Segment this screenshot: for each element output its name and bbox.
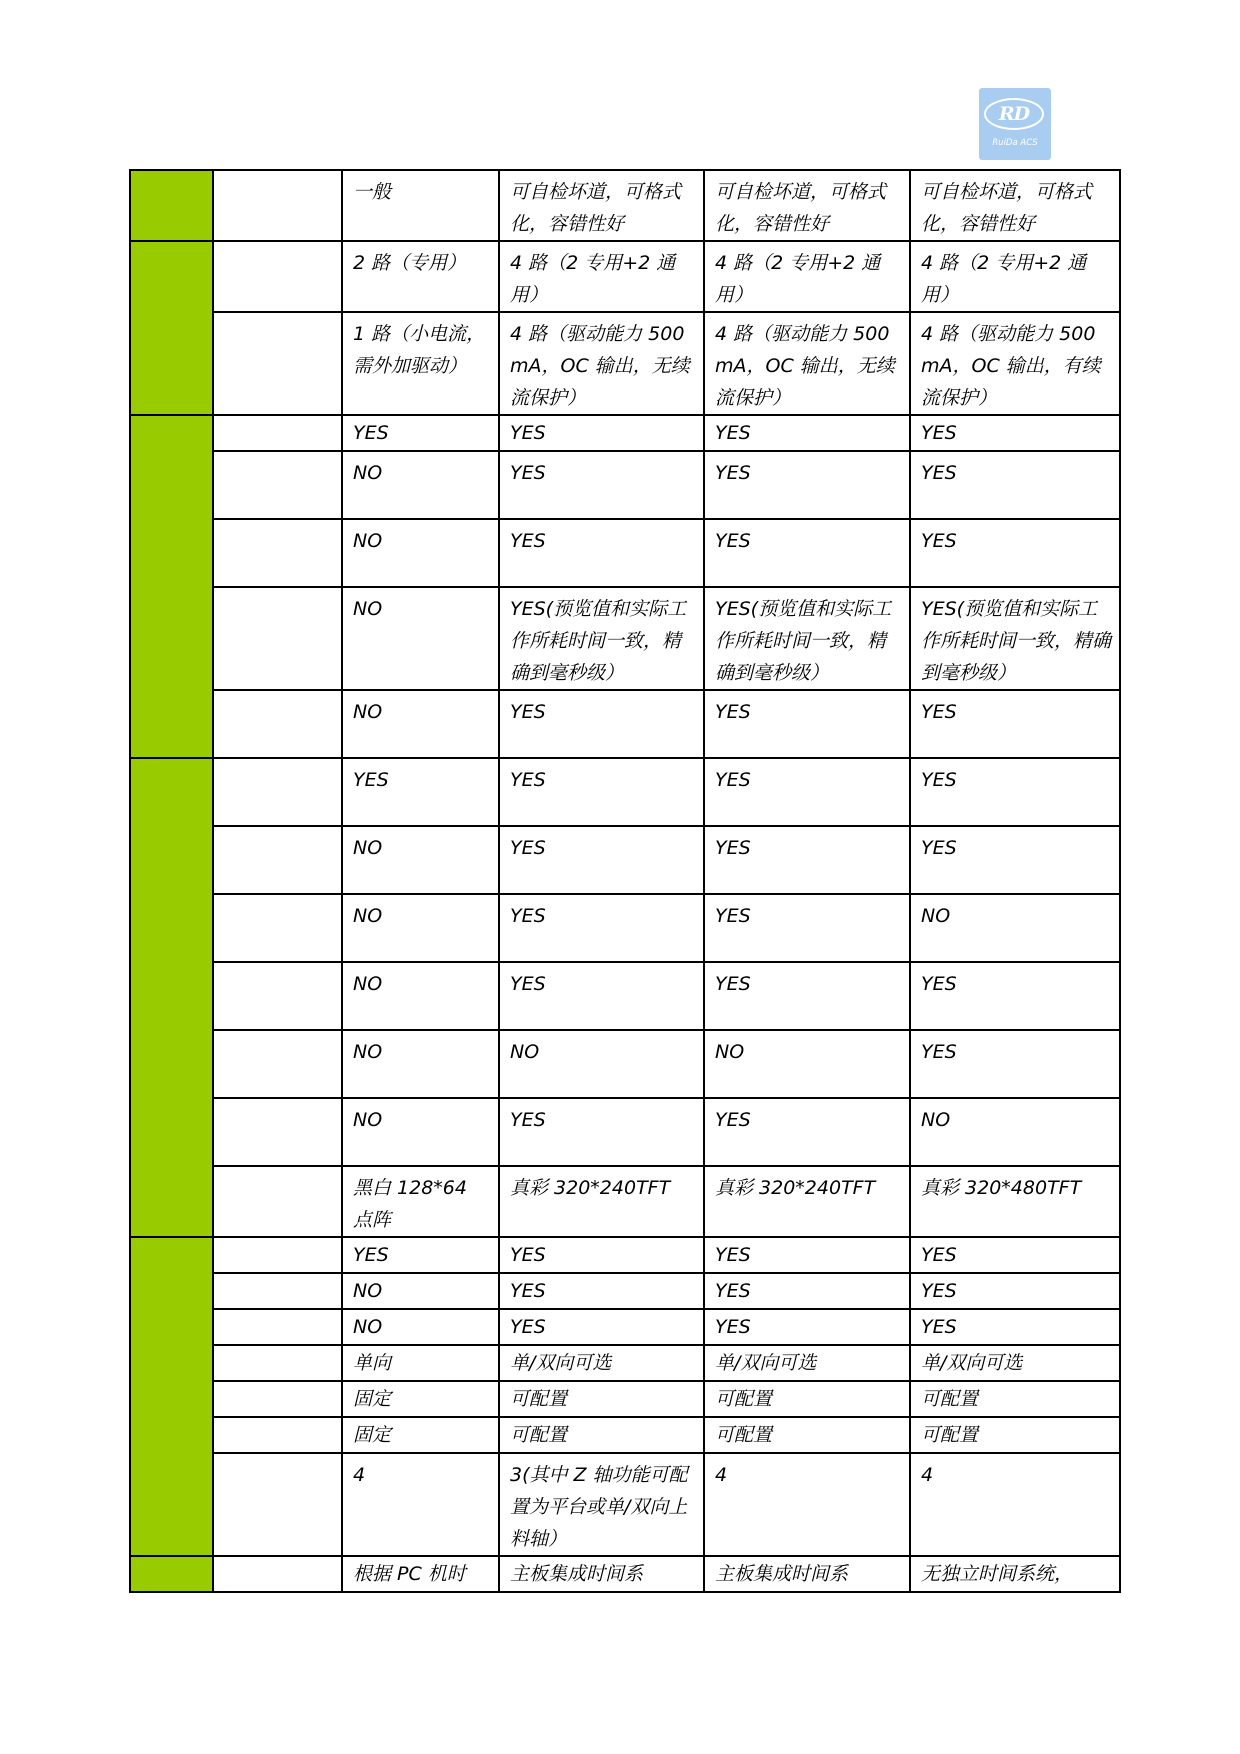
value-cell: 主板集成时间系 [704, 1556, 910, 1592]
feature-name-cell [213, 1030, 342, 1098]
value-cell: YES [704, 519, 910, 587]
value-cell: NO [342, 1030, 499, 1098]
category-cell [130, 415, 213, 758]
value-cell: YES [704, 451, 910, 519]
value-cell: 可自检坏道，可格式化，容错性好 [910, 170, 1120, 241]
feature-name-cell [213, 1453, 342, 1556]
value-cell: NO [342, 1098, 499, 1166]
feature-name-cell [213, 962, 342, 1030]
value-cell: YES [499, 1273, 704, 1309]
value-cell: 4 路（2 专用+2 通用） [499, 241, 704, 312]
value-cell: NO [342, 690, 499, 758]
logo-text: RuiDa ACS [992, 138, 1038, 148]
logo-mark: RD [998, 102, 1030, 125]
category-cell [130, 241, 213, 415]
value-cell: NO [342, 587, 499, 690]
value-cell: 可配置 [910, 1417, 1120, 1453]
value-cell: NO [342, 826, 499, 894]
value-cell: 真彩 320*480TFT [910, 1166, 1120, 1237]
value-cell: 可配置 [499, 1417, 704, 1453]
feature-name-cell [213, 690, 342, 758]
value-cell: 4 路（驱动能力 500mA，OC 输出，无续流保护） [704, 312, 910, 415]
feature-name-cell [213, 170, 342, 241]
feature-name-cell [213, 1309, 342, 1345]
value-cell: NO [342, 962, 499, 1030]
value-cell: NO [910, 894, 1120, 962]
feature-name-cell [213, 1237, 342, 1273]
value-cell: 无独立时间系统， [910, 1556, 1120, 1592]
category-cell [130, 170, 213, 241]
table-row [130, 1453, 1120, 1556]
feature-name-cell [213, 826, 342, 894]
value-cell: YES [499, 1098, 704, 1166]
category-cell [130, 1556, 213, 1592]
value-cell: 一般 [342, 170, 499, 241]
value-cell: YES [910, 415, 1120, 451]
value-cell: YES [704, 758, 910, 826]
value-cell: YES(预览值和实际工作所耗时间一致，精确到毫秒级） [910, 587, 1120, 690]
feature-name-cell [213, 241, 342, 312]
feature-name-cell [213, 1273, 342, 1309]
value-cell: YES [910, 690, 1120, 758]
feature-name-cell [213, 415, 342, 451]
value-cell: NO [342, 519, 499, 587]
value-cell: 1 路（小电流，需外加驱动） [342, 312, 499, 415]
feature-name-cell [213, 519, 342, 587]
table-row [130, 415, 1120, 451]
table-row [130, 690, 1120, 758]
table-row [130, 1381, 1120, 1417]
value-cell: 4 路（2 专用+2 通用） [910, 241, 1120, 312]
value-cell: YES [910, 1273, 1120, 1309]
table-row [130, 1309, 1120, 1345]
table-row [130, 519, 1120, 587]
value-cell: 可配置 [910, 1381, 1120, 1417]
value-cell: YES [910, 451, 1120, 519]
value-cell: 可自检坏道，可格式化，容错性好 [704, 170, 910, 241]
value-cell: 可配置 [499, 1381, 704, 1417]
feature-name-cell [213, 758, 342, 826]
value-cell: NO [342, 894, 499, 962]
value-cell: YES [704, 690, 910, 758]
value-cell: YES [704, 962, 910, 1030]
value-cell: YES [499, 1237, 704, 1273]
value-cell: YES [704, 1273, 910, 1309]
value-cell: 单/双向可选 [910, 1345, 1120, 1381]
table-row [130, 1556, 1120, 1592]
feature-name-cell [213, 587, 342, 690]
value-cell: YES [704, 894, 910, 962]
value-cell: 固定 [342, 1381, 499, 1417]
value-cell: YES [342, 1237, 499, 1273]
table-row [130, 1030, 1120, 1098]
value-cell: 真彩 320*240TFT [499, 1166, 704, 1237]
value-cell: NO [342, 451, 499, 519]
table-row [130, 894, 1120, 962]
value-cell: YES(预览值和实际工作所耗时间一致，精确到毫秒级） [499, 587, 704, 690]
feature-name-cell [213, 1098, 342, 1166]
value-cell: YES [704, 1237, 910, 1273]
value-cell: YES [910, 826, 1120, 894]
value-cell: 4 [704, 1453, 910, 1556]
value-cell: YES [499, 690, 704, 758]
table-row [130, 962, 1120, 1030]
value-cell: 单向 [342, 1345, 499, 1381]
feature-name-cell [213, 894, 342, 962]
value-cell: YES [910, 962, 1120, 1030]
value-cell: YES [499, 415, 704, 451]
value-cell: YES [704, 826, 910, 894]
value-cell: YES [499, 758, 704, 826]
value-cell: 单/双向可选 [704, 1345, 910, 1381]
value-cell: 根据 PC 机时 [342, 1556, 499, 1592]
feature-name-cell [213, 312, 342, 415]
value-cell: 3(其中 Z 轴功能可配置为平台或单/双向上料轴） [499, 1453, 704, 1556]
value-cell: 可配置 [704, 1417, 910, 1453]
category-cell [130, 1237, 213, 1556]
value-cell: YES [499, 826, 704, 894]
feature-name-cell [213, 1166, 342, 1237]
table-row [130, 587, 1120, 690]
feature-name-cell [213, 1381, 342, 1417]
feature-name-cell [213, 1345, 342, 1381]
value-cell: YES [499, 894, 704, 962]
table-row [130, 451, 1120, 519]
value-cell: NO [704, 1030, 910, 1098]
value-cell: 真彩 320*240TFT [704, 1166, 910, 1237]
table-row [130, 1166, 1120, 1237]
value-cell: YES [910, 519, 1120, 587]
category-cell [130, 758, 213, 1237]
value-cell: 2 路（专用） [342, 241, 499, 312]
value-cell: 可自检坏道，可格式化，容错性好 [499, 170, 704, 241]
value-cell: 黑白 128*64 点阵 [342, 1166, 499, 1237]
feature-name-cell [213, 1556, 342, 1592]
value-cell: 主板集成时间系 [499, 1556, 704, 1592]
table-row [130, 170, 1120, 241]
value-cell: YES(预览值和实际工作所耗时间一致，精确到毫秒级） [704, 587, 910, 690]
table-row [130, 1273, 1120, 1309]
value-cell: NO [910, 1098, 1120, 1166]
value-cell: YES [910, 1030, 1120, 1098]
value-cell: YES [499, 519, 704, 587]
value-cell: NO [342, 1273, 499, 1309]
value-cell: 4 路（驱动能力 500mA，OC 输出，有续流保护） [910, 312, 1120, 415]
value-cell: 4 [910, 1453, 1120, 1556]
value-cell: YES [499, 451, 704, 519]
feature-name-cell [213, 1417, 342, 1453]
value-cell: 4 [342, 1453, 499, 1556]
ruida-logo [979, 88, 1051, 160]
table-row [130, 241, 1120, 312]
value-cell: 4 路（2 专用+2 通用） [704, 241, 910, 312]
value-cell: NO [342, 1309, 499, 1345]
logo-emblem [984, 98, 1044, 130]
value-cell: YES [342, 415, 499, 451]
table-row [130, 1417, 1120, 1453]
table-row [130, 1237, 1120, 1273]
value-cell: YES [704, 1098, 910, 1166]
value-cell: YES [910, 758, 1120, 826]
value-cell: YES [910, 1309, 1120, 1345]
spec-comparison-table [129, 169, 1121, 1593]
value-cell: YES [499, 962, 704, 1030]
value-cell: NO [499, 1030, 704, 1098]
table-row [130, 1345, 1120, 1381]
value-cell: 单/双向可选 [499, 1345, 704, 1381]
value-cell: YES [910, 1237, 1120, 1273]
feature-name-cell [213, 451, 342, 519]
table-row [130, 1098, 1120, 1166]
value-cell: YES [704, 1309, 910, 1345]
value-cell: YES [342, 758, 499, 826]
value-cell: 固定 [342, 1417, 499, 1453]
value-cell: 可配置 [704, 1381, 910, 1417]
table-row [130, 758, 1120, 826]
value-cell: YES [704, 415, 910, 451]
table-row [130, 312, 1120, 415]
value-cell: YES [499, 1309, 704, 1345]
table-row [130, 826, 1120, 894]
value-cell: 4 路（驱动能力 500mA，OC 输出，无续流保护） [499, 312, 704, 415]
